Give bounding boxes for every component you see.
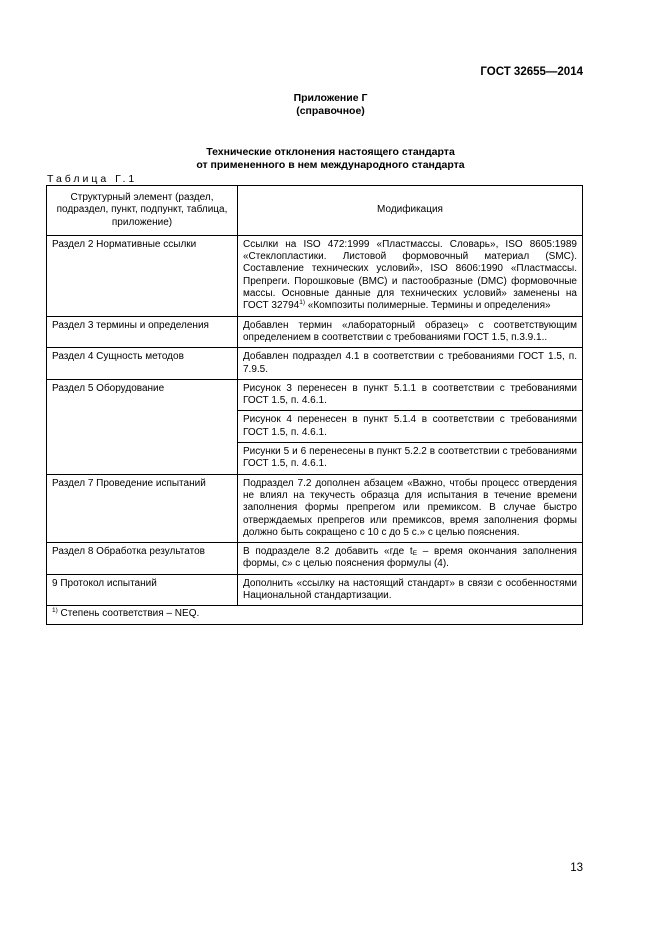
- subscript: E: [412, 550, 418, 558]
- document-title: [0, 146, 661, 172]
- standard-number: ГОСТ 32655—2014: [480, 66, 583, 78]
- table-row: [47, 316, 583, 348]
- table-label: Таблица Г.1: [47, 173, 138, 185]
- row-modification: Добавлен подраздел 4.1 в соответствии с требованиями ГОСТ 1.5, п. 7.9.5.: [238, 348, 583, 380]
- table-footnote-row: [47, 606, 583, 624]
- row-modification: Рисунки 5 и 6 перенесены в пункт 5.2.2 в соответствии с требованиями ГОСТ 1.5, п. 4.6.1.: [238, 443, 583, 475]
- row-element: Раздел 8 Обработка результатов: [47, 543, 238, 575]
- row-modification: [238, 235, 583, 316]
- page-number: 13: [570, 862, 583, 874]
- deviations-table: [46, 185, 583, 625]
- row-element: Раздел 2 Нормативные ссылки: [47, 235, 238, 316]
- table-row: [47, 474, 583, 542]
- row-modification: Добавлен термин «лабораторный образец» с соответствующим определением в соответствии с требованиями ГОСТ 1.5, п.3.9.1..: [238, 316, 583, 348]
- modification-text-cont: – время окончания заполнения формы, с» с целью пояснения формулы (4).: [243, 546, 577, 570]
- table-row: [47, 543, 583, 575]
- table-row: [47, 379, 583, 411]
- row-modification: [238, 543, 583, 575]
- row-element: 9 Протокол испытаний: [47, 574, 238, 606]
- table-header-row: [47, 186, 583, 236]
- row-element: Раздел 4 Сущность методов: [47, 348, 238, 380]
- modification-text-cont: «Композиты полимерные. Термины и определения»: [305, 300, 551, 312]
- row-element: Раздел 3 термины и определения: [47, 316, 238, 348]
- header-modification: Модификация: [238, 186, 583, 236]
- appendix-heading: [0, 92, 661, 118]
- modification-text: Ссылки на ISO 472:1999 «Пластмассы. Словарь», ISO 8605:1989 «Стеклопластики. Листовой формовочный материал (SMC). Составление технических условий», ISO 8606:1990 «Пластмассы. Препреги. Порошковые (BMC) и пастообразные (DMC) формовочные массы. Основные данные для технических условий» заменены на ГОСТ 32794: [243, 238, 577, 312]
- footnote-ref: 1): [299, 299, 305, 307]
- header-structural-element: Структурный элемент (раздел, подраздел, пункт, подпункт, таблица, приложение): [47, 186, 238, 236]
- row-modification: Рисунок 4 перенесен в пункт 5.1.4 в соответствии с требованиями ГОСТ 1.5, п. 4.6.1.: [238, 411, 583, 443]
- row-modification: Подраздел 7.2 дополнен абзацем «Важно, чтобы процесс отвердения не влиял на текучесть образца для испытания в течение времени заполнения формы препрегом или премиксом. В случае быстро отверждаемых препрегов или премиксов, время заполнения формы должно быть сокращено с 10 с до 5 с.» с целью пояснения.: [238, 474, 583, 542]
- appendix-title: Приложение Г: [293, 92, 368, 104]
- row-element: Раздел 5 Оборудование: [47, 379, 238, 474]
- table-row: [47, 348, 583, 380]
- modification-text: В подразделе 8.2 добавить «где t: [243, 546, 413, 558]
- table-row: [47, 574, 583, 606]
- row-element: Раздел 7 Проведение испытаний: [47, 474, 238, 542]
- footnote-text: Степень соответствия – NEQ.: [57, 608, 200, 620]
- appendix-subtitle: (справочное): [296, 105, 365, 117]
- document-title-line2: от примененного в нем международного стандарта: [196, 159, 465, 171]
- table-row: [47, 235, 583, 316]
- document-title-line1: Технические отклонения настоящего стандарта: [206, 146, 455, 158]
- row-modification: Дополнить «ссылку на настоящий стандарт» в связи с особенностями Национальной стандартизации.: [238, 574, 583, 606]
- row-modification: Рисунок 3 перенесен в пункт 5.1.1 в соответствии с требованиями ГОСТ 1.5, п. 4.6.1.: [238, 379, 583, 411]
- table-footnote: [47, 606, 583, 624]
- footnote-mark: 1): [52, 607, 58, 615]
